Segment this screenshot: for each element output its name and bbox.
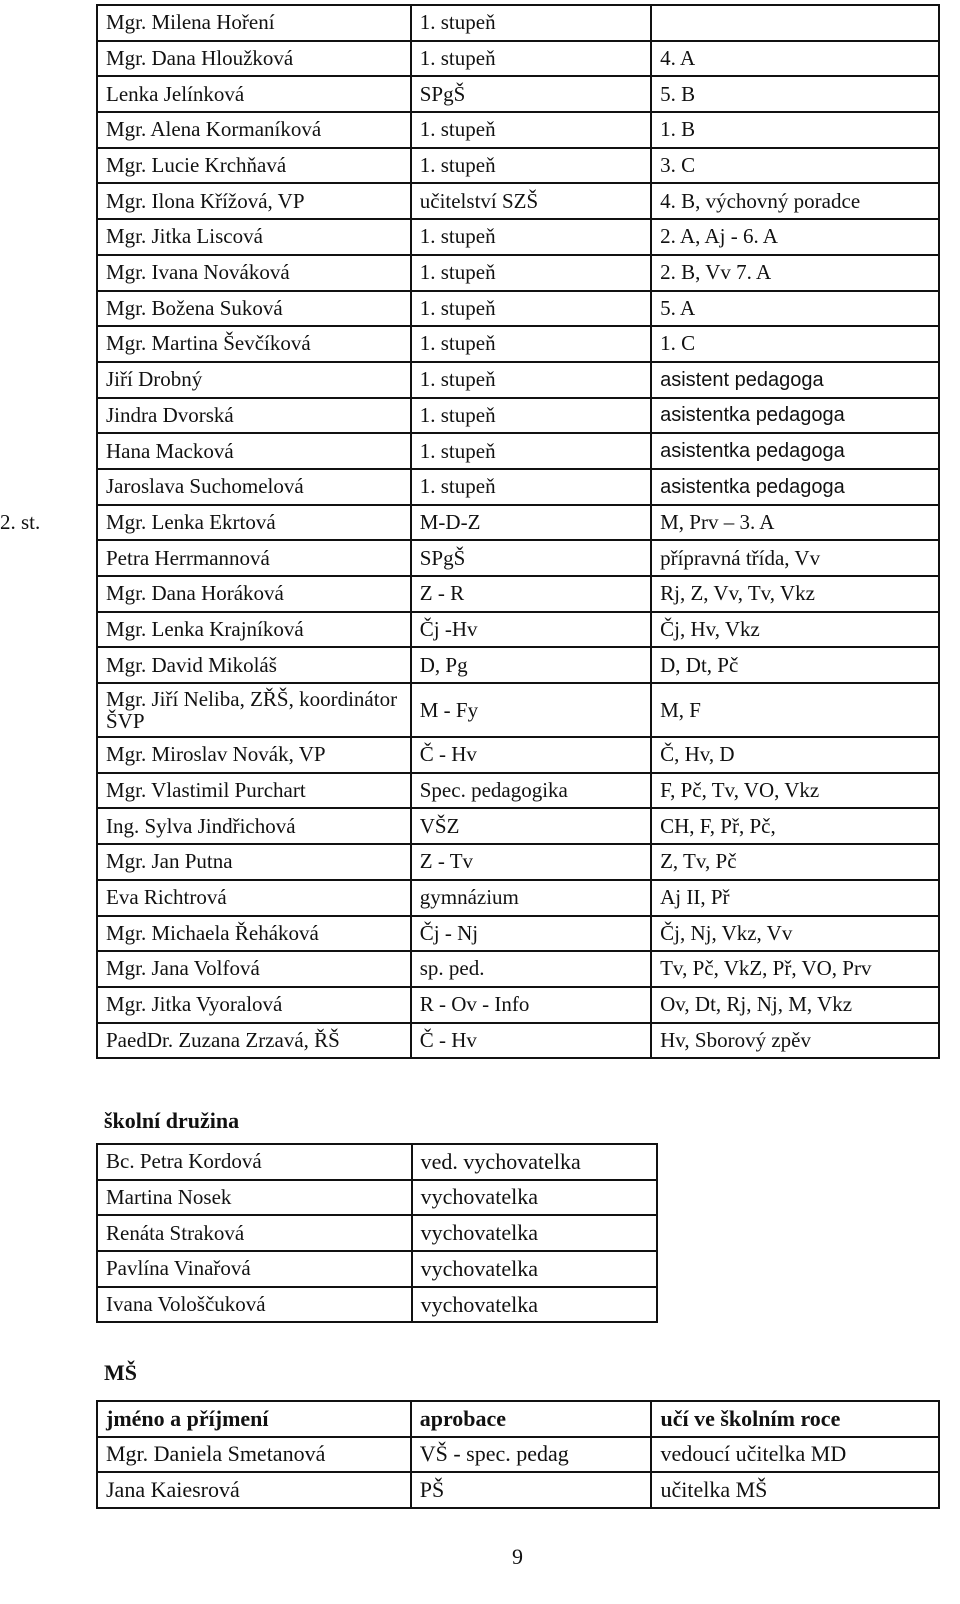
table-row — [97, 576, 939, 612]
staff-name: Ivana Vološčuková — [97, 1287, 412, 1323]
teacher-name: Mgr. Milena Hoření — [97, 5, 411, 41]
ms-aprobace: PŠ — [411, 1472, 652, 1508]
teacher-aprobace: sp. ped. — [411, 951, 651, 987]
teacher-aprobace: SPgŠ — [411, 540, 651, 576]
teacher-aprobace: VŠZ — [411, 808, 651, 844]
teacher-aprobace: 1. stupeň — [411, 112, 651, 148]
teacher-class: 1. C — [651, 326, 939, 362]
teacher-class: M, Prv – 3. A — [651, 505, 939, 541]
teacher-name: Mgr. Ilona Křížová, VP — [97, 183, 411, 219]
teacher-class: Aj II, Př — [651, 880, 939, 916]
teacher-name: Mgr. Jitka Liscová — [97, 219, 411, 255]
teacher-class: asistentka pedagoga — [651, 398, 939, 434]
teacher-class: D, Dt, Pč — [651, 647, 939, 683]
teacher-class: Ov, Dt, Rj, Nj, M, Vkz — [651, 987, 939, 1023]
table-row — [97, 41, 939, 77]
table-row — [97, 76, 939, 112]
teacher-name: Mgr. Jitka Vyoralová — [97, 987, 411, 1023]
teacher-class: Rj, Z, Vv, Tv, Vkz — [651, 576, 939, 612]
teacher-aprobace: 1. stupeň — [411, 398, 651, 434]
ms-name: Jana Kaiesrová — [97, 1472, 411, 1508]
teacher-aprobace: Z - R — [411, 576, 651, 612]
teacher-class: Čj, Nj, Vkz, Vv — [651, 916, 939, 952]
ms-heading: MŠ — [104, 1360, 137, 1385]
teacher-class: 5. B — [651, 76, 939, 112]
teacher-class: Tv, Pč, VkZ, Př, VO, Prv — [651, 951, 939, 987]
table-row — [97, 916, 939, 952]
teacher-name: Mgr. Jana Volfová — [97, 951, 411, 987]
staff-role: ved. vychovatelka — [412, 1144, 657, 1180]
teacher-name: Mgr. Božena Suková — [97, 291, 411, 327]
teacher-name: Mgr. Martina Ševčíková — [97, 326, 411, 362]
teacher-name: PaedDr. Zuzana Zrzavá, ŘŠ — [97, 1023, 411, 1059]
staff-name: Renáta Straková — [97, 1215, 412, 1251]
teacher-name: Lenka Jelínková — [97, 76, 411, 112]
teacher-aprobace: 1. stupeň — [411, 148, 651, 184]
table-row — [97, 1023, 939, 1059]
page-number: 9 — [512, 1544, 523, 1569]
table-row — [97, 1144, 657, 1180]
teacher-class: přípravná třída, Vv — [651, 540, 939, 576]
table-row — [97, 987, 939, 1023]
teacher-name: Petra Herrmannová — [97, 540, 411, 576]
table-row — [97, 540, 939, 576]
teacher-name: Mgr. Ivana Nováková — [97, 255, 411, 291]
teacher-class: Z, Tv, Pč — [651, 844, 939, 880]
table-row — [97, 1251, 657, 1287]
teacher-class: Čj, Hv, Vkz — [651, 612, 939, 648]
grade-label: 2. st. — [0, 510, 41, 534]
ms-header-aprobace: aprobace — [411, 1401, 652, 1437]
teacher-aprobace: učitelství SZŠ — [411, 183, 651, 219]
table-row — [97, 326, 939, 362]
teacher-name: Jaroslava Suchomelová — [97, 469, 411, 505]
teacher-aprobace: Č - Hv — [411, 1023, 651, 1059]
teacher-class: Č, Hv, D — [651, 737, 939, 773]
table-row — [97, 844, 939, 880]
teacher-aprobace: Č - Hv — [411, 737, 651, 773]
teacher-name: Ing. Sylva Jindřichová — [97, 808, 411, 844]
teacher-name: Mgr. Lenka Krajníková — [97, 612, 411, 648]
skolni-druzina-heading: školní družina — [104, 1108, 240, 1133]
table-row — [97, 5, 939, 41]
teacher-aprobace: 1. stupeň — [411, 255, 651, 291]
teacher-class: 4. A — [651, 41, 939, 77]
teacher-class: 3. C — [651, 148, 939, 184]
teacher-aprobace: M-D-Z — [411, 505, 651, 541]
teacher-aprobace: 1. stupeň — [411, 326, 651, 362]
table-row — [97, 1437, 939, 1473]
teacher-class: 1. B — [651, 112, 939, 148]
teacher-aprobace: 1. stupeň — [411, 219, 651, 255]
teacher-class — [651, 5, 939, 41]
table-row — [97, 112, 939, 148]
teacher-name: Mgr. Dana Horáková — [97, 576, 411, 612]
teacher-aprobace: 1. stupeň — [411, 362, 651, 398]
teacher-aprobace: Čj -Hv — [411, 612, 651, 648]
teachers-table — [96, 4, 940, 1059]
teacher-aprobace: 1. stupeň — [411, 469, 651, 505]
ms-role: vedoucí učitelka MD — [651, 1437, 939, 1473]
staff-name: Pavlína Vinařová — [97, 1251, 412, 1287]
table-row — [97, 951, 939, 987]
table-row — [97, 291, 939, 327]
teacher-class: asistent pedagoga — [651, 362, 939, 398]
teacher-class: CH, F, Př, Pč, — [651, 808, 939, 844]
teacher-name: Mgr. Lenka Ekrtová — [97, 505, 411, 541]
teacher-name: Mgr. Alena Kormaníková — [97, 112, 411, 148]
ms-aprobace: VŠ - spec. pedag — [411, 1437, 652, 1473]
table-row — [97, 1215, 657, 1251]
teacher-aprobace: Čj - Nj — [411, 916, 651, 952]
table-row — [97, 255, 939, 291]
table-row — [97, 1287, 657, 1323]
teacher-name: Hana Macková — [97, 433, 411, 469]
table-row — [97, 398, 939, 434]
staff-name: Martina Nosek — [97, 1180, 412, 1216]
teacher-name: Jindra Dvorská — [97, 398, 411, 434]
staff-role: vychovatelka — [412, 1251, 657, 1287]
table-row — [97, 148, 939, 184]
teacher-aprobace: D, Pg — [411, 647, 651, 683]
teacher-aprobace: gymnázium — [411, 880, 651, 916]
teacher-class: asistentka pedagoga — [651, 433, 939, 469]
table-row — [97, 737, 939, 773]
teacher-class: 2. B, Vv 7. A — [651, 255, 939, 291]
staff-role: vychovatelka — [412, 1215, 657, 1251]
table-row — [97, 1472, 939, 1508]
table-row — [97, 1180, 657, 1216]
table-row — [97, 469, 939, 505]
teacher-name: Jiří Drobný — [97, 362, 411, 398]
table-row — [97, 362, 939, 398]
teacher-class: 5. A — [651, 291, 939, 327]
teacher-aprobace: 1. stupeň — [411, 433, 651, 469]
teacher-name: Mgr. Lucie Krchňavá — [97, 148, 411, 184]
teacher-aprobace: R - Ov - Info — [411, 987, 651, 1023]
teacher-name: Mgr. Vlastimil Purchart — [97, 773, 411, 809]
teacher-class: F, Pč, Tv, VO, Vkz — [651, 773, 939, 809]
teacher-class: Hv, Sborový zpěv — [651, 1023, 939, 1059]
ms-header-row — [97, 1401, 939, 1437]
table-row — [97, 647, 939, 683]
staff-name: Bc. Petra Kordová — [97, 1144, 412, 1180]
staff-role: vychovatelka — [412, 1180, 657, 1216]
teacher-aprobace: 1. stupeň — [411, 5, 651, 41]
teacher-aprobace: M - Fy — [411, 683, 651, 737]
skolni-druzina-table — [96, 1143, 658, 1323]
teacher-aprobace: Spec. pedagogika — [411, 773, 651, 809]
table-row — [97, 219, 939, 255]
teacher-aprobace: Z - Tv — [411, 844, 651, 880]
teacher-name: Eva Richtrová — [97, 880, 411, 916]
teacher-aprobace: SPgŠ — [411, 76, 651, 112]
ms-table — [96, 1400, 940, 1509]
table-row — [97, 683, 939, 737]
teacher-name: Mgr. David Mikoláš — [97, 647, 411, 683]
table-row — [97, 612, 939, 648]
teacher-name: Mgr. Miroslav Novák, VP — [97, 737, 411, 773]
teacher-class: 2. A, Aj - 6. A — [651, 219, 939, 255]
table-row — [97, 773, 939, 809]
ms-header-role: učí ve školním roce — [651, 1401, 939, 1437]
table-row — [97, 880, 939, 916]
ms-role: učitelka MŠ — [651, 1472, 939, 1508]
teacher-aprobace: 1. stupeň — [411, 291, 651, 327]
teacher-name: Mgr. Michaela Řeháková — [97, 916, 411, 952]
ms-header-name: jméno a příjmení — [97, 1401, 411, 1437]
teacher-name: Mgr. Dana Hloužková — [97, 41, 411, 77]
ms-name: Mgr. Daniela Smetanová — [97, 1437, 411, 1473]
table-row — [97, 433, 939, 469]
teacher-class: M, F — [651, 683, 939, 737]
teacher-aprobace: 1. stupeň — [411, 41, 651, 77]
table-row — [97, 505, 939, 541]
teacher-class: 4. B, výchovný poradce — [651, 183, 939, 219]
table-row — [97, 183, 939, 219]
teacher-class: asistentka pedagoga — [651, 469, 939, 505]
teacher-name: Mgr. Jiří Neliba, ZŘŠ, koordinátor ŠVP — [97, 683, 411, 737]
table-row — [97, 808, 939, 844]
teacher-name: Mgr. Jan Putna — [97, 844, 411, 880]
staff-role: vychovatelka — [412, 1287, 657, 1323]
